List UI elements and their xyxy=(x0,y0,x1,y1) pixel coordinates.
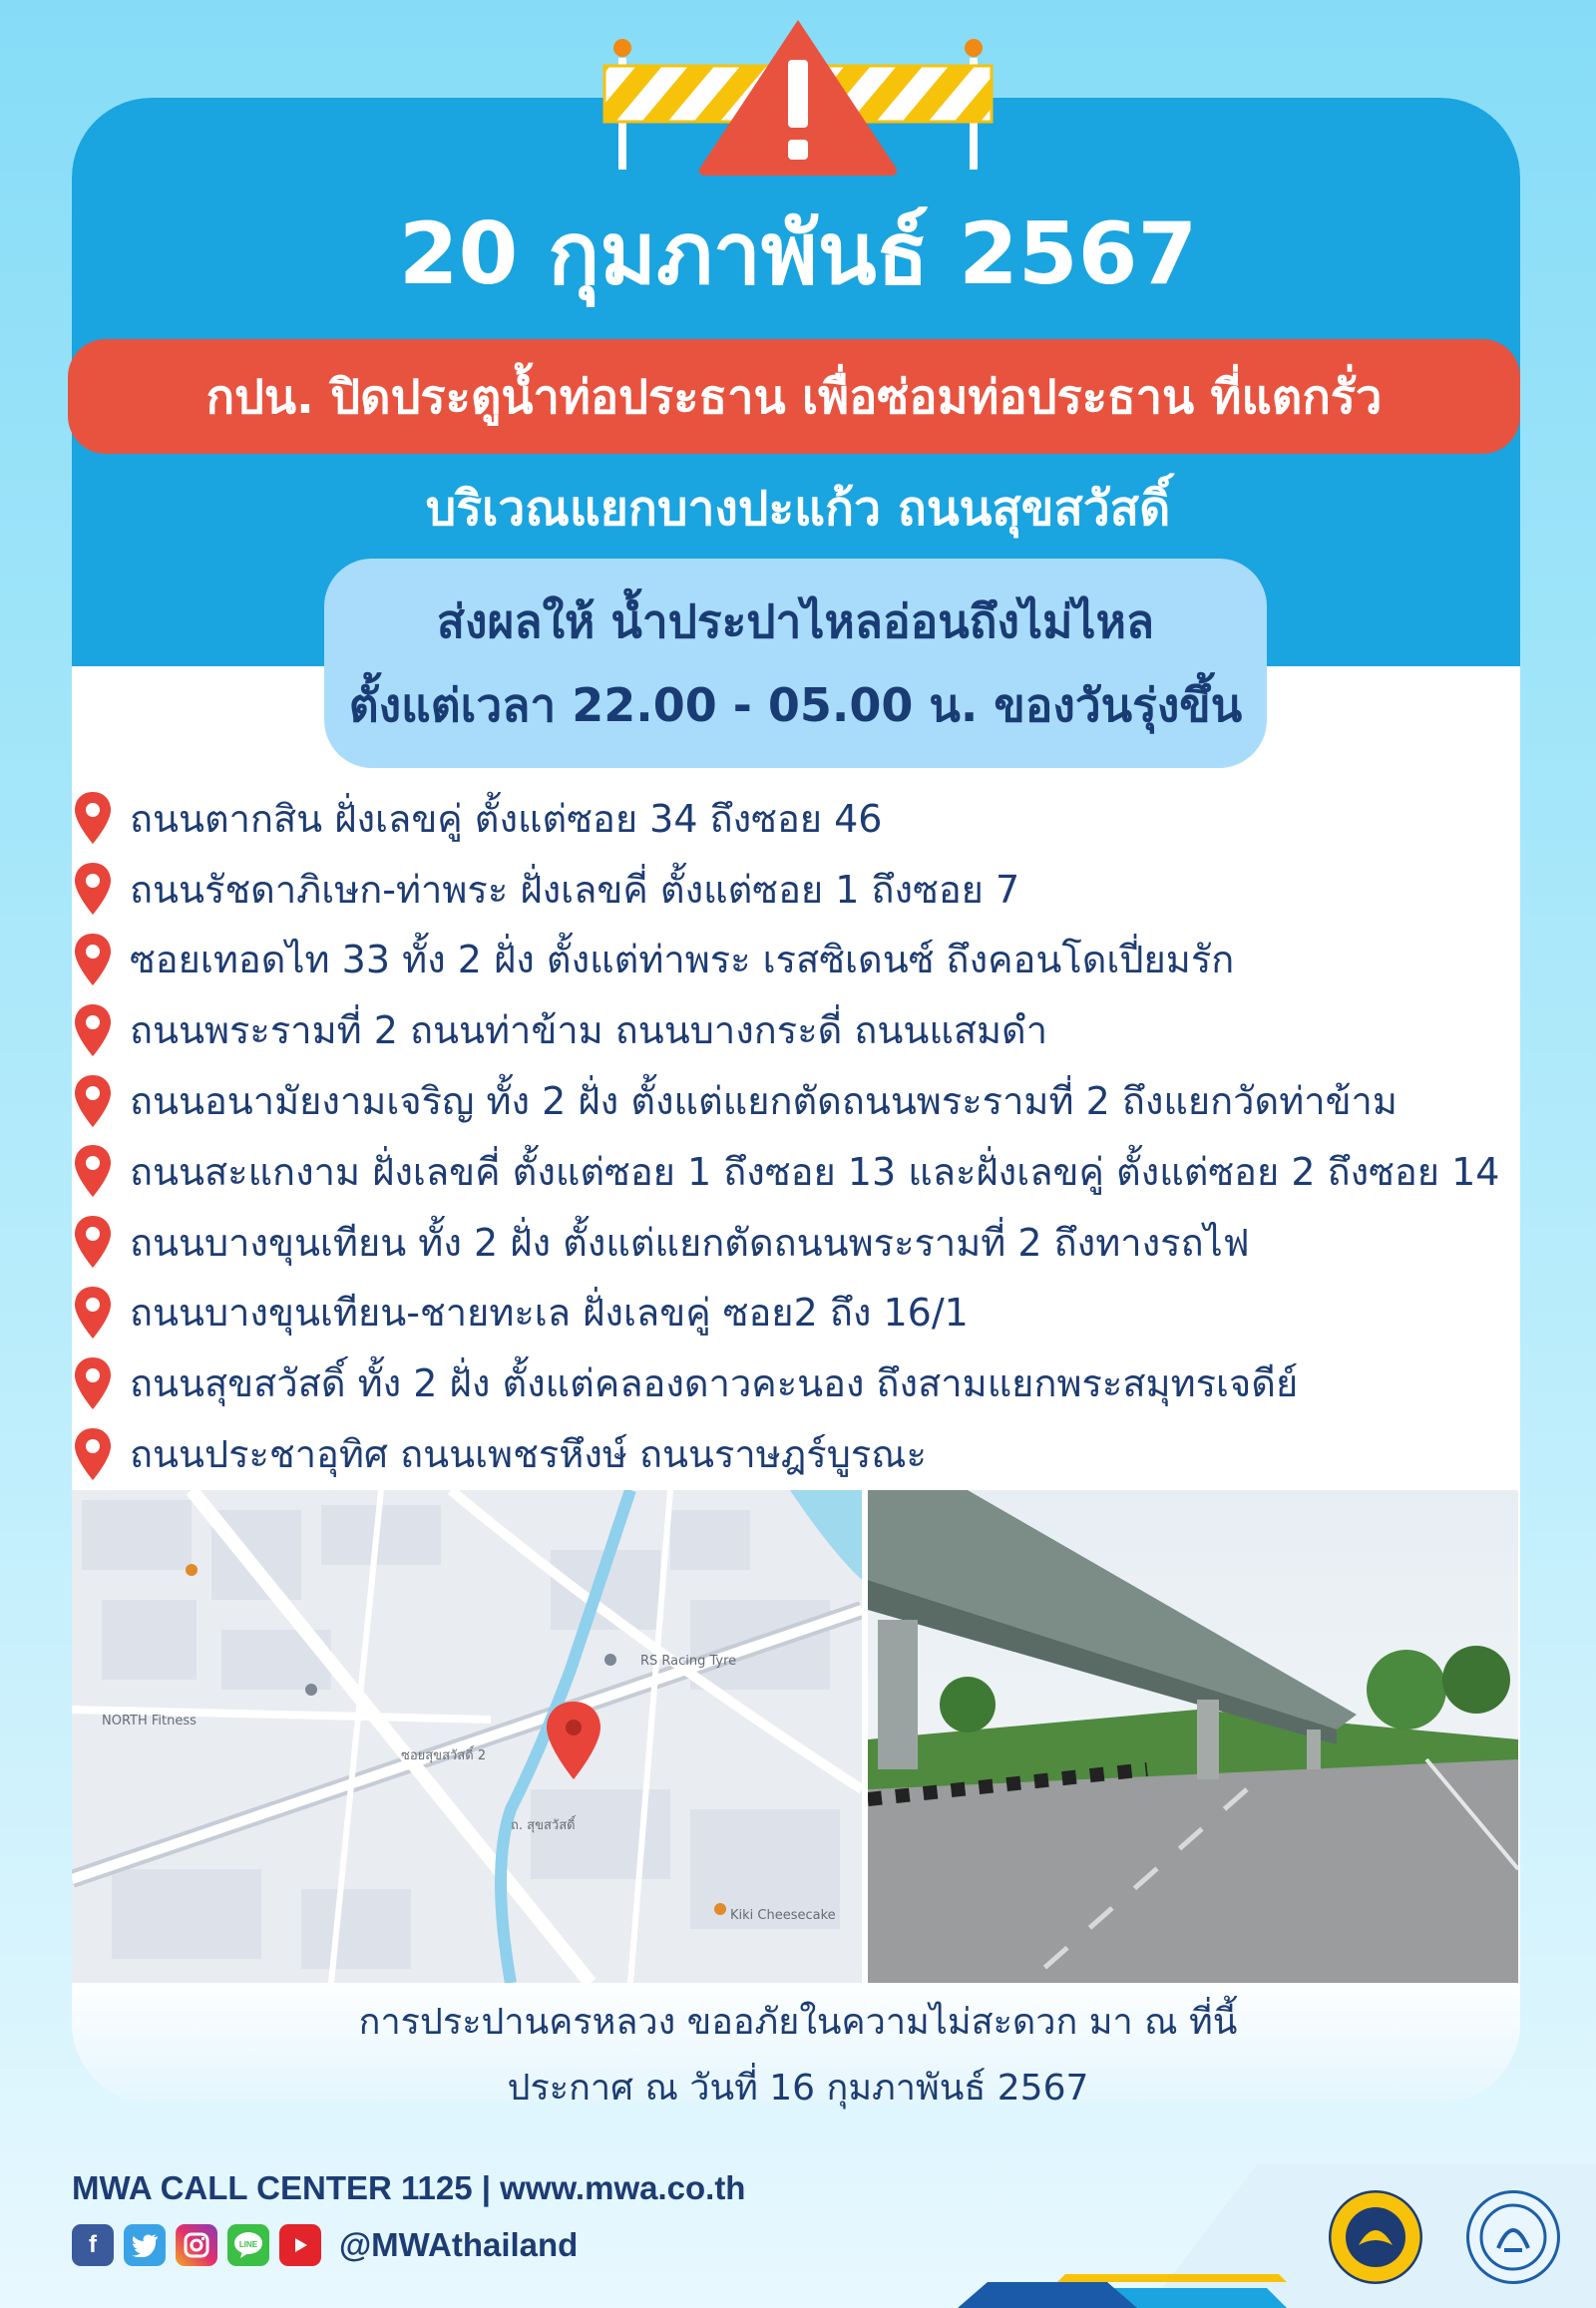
area-text: ถนนพระรามที่ 2 ถนนท่าข้าม ถนนบางกระดี่ ถนนแสมดำ xyxy=(130,1008,1048,1053)
map-label-road-2: ถ. สุขสวัสดิ์ xyxy=(511,1818,576,1833)
area-text: ถนนบางขุนเทียน ทั้ง 2 ฝั่ง ตั้งแต่แยกตัดถนนพระรามที่ 2 ถึงทางรถไฟ xyxy=(130,1220,1250,1265)
location-map xyxy=(72,1490,862,1983)
effect-box xyxy=(324,559,1267,768)
list-item xyxy=(72,1418,1548,1489)
map-label-place-2: RS Racing Tyre xyxy=(640,1654,737,1669)
list-item xyxy=(72,1136,1548,1207)
area-text: ถนนตากสิน ฝั่งเลขคู่ ตั้งแต่ซอย 34 ถึงซอย 46 xyxy=(130,796,883,841)
area-text: ถนนสะแกงาม ฝั่งเลขคี่ ตั้งแต่ซอย 1 ถึงซอย 13 และฝั่งเลขคู่ ตั้งแต่ซอย 2 ถึงซอย 14 xyxy=(130,1149,1500,1194)
map-label-place-1: Kiki Cheesecake xyxy=(730,1908,836,1923)
mwa-emblem-icon xyxy=(1329,2190,1422,2284)
website-link[interactable]: www.mwa.co.th xyxy=(500,2169,746,2206)
instagram-icon[interactable] xyxy=(176,2224,217,2266)
area-text: ถนนรัชดาภิเษก-ท่าพระ ฝั่งเลขคี่ ตั้งแต่ซอย 1 ถึงซอย 7 xyxy=(130,867,1020,912)
list-item xyxy=(72,783,1548,854)
map-pin-icon xyxy=(72,861,114,917)
youtube-icon[interactable] xyxy=(279,2224,321,2266)
effect-line-1: ส่งผลให้ น้ำประปาไหลอ่อนถึงไม่ไหล xyxy=(436,594,1155,648)
svg-text:LINE: LINE xyxy=(238,2240,258,2249)
list-item xyxy=(72,994,1548,1065)
area-text: ถนนสุขสวัสดิ์ ทั้ง 2 ฝั่ง ตั้งแต่คลองดาวคะนอง ถึงสามแยกพระสมุทรเจดีย์ xyxy=(130,1361,1299,1406)
list-item xyxy=(72,1278,1548,1348)
affected-areas-list xyxy=(72,783,1548,1489)
map-pin-icon xyxy=(72,790,114,846)
map-pin-icon xyxy=(72,1355,114,1411)
closure-banner: กปน. ปิดประตูน้ำท่อประธาน เพื่อซ่อมท่อประธาน ที่แตกรั่ว xyxy=(68,339,1520,454)
separator: | xyxy=(481,2169,491,2206)
social-links xyxy=(72,2224,578,2266)
area-text: ถนนบางขุนเทียน-ชายทะเล ฝั่งเลขคู่ ซอย2 ถึง 16/1 xyxy=(130,1291,969,1336)
map-label-place-3: NORTH Fitness xyxy=(102,1714,197,1729)
closure-date: 20 กุมภาพันธ์ 2567 xyxy=(398,204,1198,304)
list-item xyxy=(72,1065,1548,1136)
closing-message xyxy=(0,1990,1596,2121)
list-item xyxy=(72,854,1548,925)
apology-text: การประปานครหลวง ขออภัยในความไม่สะดวก มา ณ ที่นี้ xyxy=(358,2002,1238,2043)
announcement-date: ประกาศ ณ วันที่ 16 กุมภาพันธ์ 2567 xyxy=(507,2068,1089,2109)
social-handle[interactable]: @MWAthailand xyxy=(339,2226,579,2263)
map-label-road-1: ซอยสุขสวัสดิ์ 2 xyxy=(401,1748,487,1763)
mwa-seal-icon xyxy=(1466,2190,1560,2284)
list-item xyxy=(72,925,1548,995)
map-pin-icon xyxy=(72,932,114,987)
map-pin-icon xyxy=(72,1214,114,1270)
map-pin-icon xyxy=(72,1002,114,1058)
map-pin-icon xyxy=(72,1426,114,1482)
line-icon[interactable] xyxy=(227,2224,269,2266)
facebook-icon[interactable]: f xyxy=(72,2224,114,2266)
street-photo xyxy=(868,1490,1518,1983)
list-item xyxy=(72,1347,1548,1418)
area-text: ซอยเทอดไท 33 ทั้ง 2 ฝั่ง ตั้งแต่ท่าพระ เรสซิเดนซ์ ถึงคอนโดเปี่ยมรัก xyxy=(130,938,1235,982)
area-text: ถนนประชาอุทิศ ถนนเพชรหึงษ์ ถนนราษฎร์บูรณะ xyxy=(130,1432,927,1477)
map-pin-icon xyxy=(72,1285,114,1341)
list-item xyxy=(72,1207,1548,1278)
area-text: ถนนอนามัยงามเจริญ ทั้ง 2 ฝั่ง ตั้งแต่แยกตัดถนนพระรามที่ 2 ถึงแยกวัดท่าข้าม xyxy=(130,1079,1397,1124)
effect-line-2: ตั้งแต่เวลา 22.00 - 05.00 น. ของวันรุ่งขึ้น xyxy=(348,678,1243,732)
call-center: MWA CALL CENTER 1125 xyxy=(72,2169,473,2206)
map-pin-icon xyxy=(72,1143,114,1199)
closure-location: บริเวณแยกบางปะแก้ว ถนนสุขสวัสดิ์ xyxy=(425,481,1171,537)
twitter-icon[interactable] xyxy=(124,2224,166,2266)
map-pin-icon xyxy=(72,1073,114,1129)
warning-barrier-icon xyxy=(598,18,998,178)
contact-line xyxy=(72,2169,745,2207)
